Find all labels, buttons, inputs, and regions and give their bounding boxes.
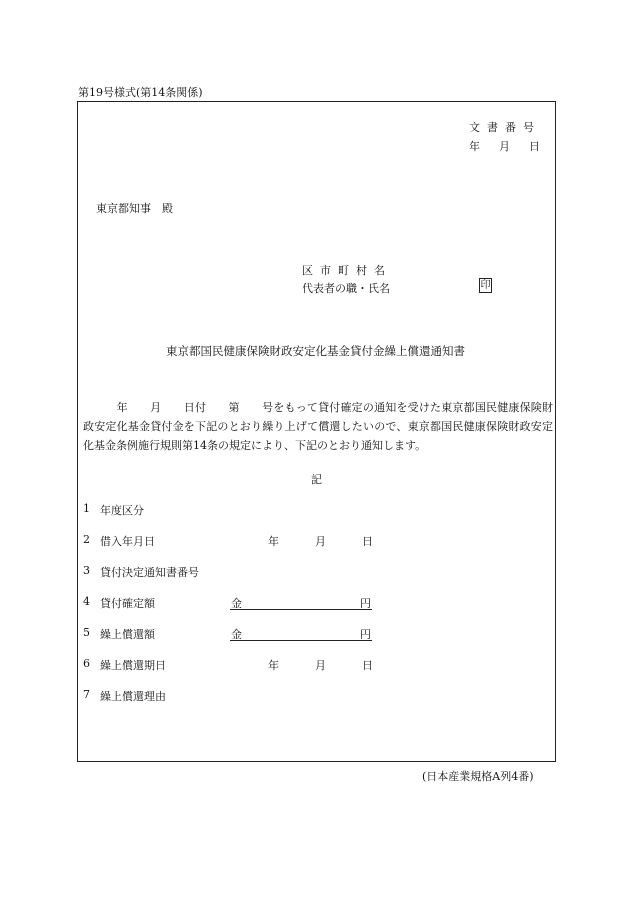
document-number-label: 文書番号 xyxy=(469,121,541,134)
borrow-date-day: 日 xyxy=(362,535,373,548)
repayment-amount-line xyxy=(230,626,372,641)
doc-date-day: 日 xyxy=(529,140,540,153)
borrow-date-year: 年 xyxy=(268,535,279,548)
confirmed-amount-suffix: 円 xyxy=(360,597,371,610)
item-number: 4 xyxy=(83,595,90,608)
repayment-amount-suffix: 円 xyxy=(360,628,371,641)
item-number: 2 xyxy=(83,533,90,546)
repayment-date-month: 月 xyxy=(315,659,326,672)
item-label-fiscal-year: 年度区分 xyxy=(100,504,144,517)
doc-date-year: 年 xyxy=(469,140,480,153)
item-label-borrow-date: 借入年月日 xyxy=(100,535,155,548)
repayment-date-day: 日 xyxy=(362,659,373,672)
item-number: 1 xyxy=(83,502,90,515)
municipality-label: 区市町村名 xyxy=(302,264,392,277)
item-label-repayment-reason: 繰上償還理由 xyxy=(100,690,166,703)
item-label-notice-number: 貸付決定通知書番号 xyxy=(100,566,199,579)
repayment-date-year: 年 xyxy=(268,659,279,672)
repayment-amount-prefix: 金 xyxy=(231,628,242,641)
paper-size-note: (日本産業規格A列4番) xyxy=(422,770,534,783)
item-number: 7 xyxy=(83,688,90,701)
representative-label: 代表者の職・氏名 xyxy=(302,282,390,295)
confirmed-amount-prefix: 金 xyxy=(231,597,242,610)
item-number: 3 xyxy=(83,564,90,577)
form-label: 第19号様式(第14条関係) xyxy=(78,86,203,99)
doc-date-month: 月 xyxy=(499,140,510,153)
item-number: 6 xyxy=(83,657,90,670)
addressee: 東京都知事 殿 xyxy=(96,202,173,215)
body-paragraph: 年 月 日付 第 号をもって貸付確定の通知を受けた東京都国民健康保険財政安定化基金貸付金を下記のとおり繰り上げて償還したいので、東京都国民健康保険財政安定化基金条例施行規則第14条の規定により、下記のとおり通知します。 xyxy=(83,401,553,452)
item-label-repayment-date: 繰上償還期日 xyxy=(100,659,166,672)
item-label-repayment-amount: 繰上償還額 xyxy=(100,628,155,641)
document-title: 東京都国民健康保険財政安定化基金貸付金繰上償還通知書 xyxy=(166,344,465,358)
ki-heading: 記 xyxy=(311,473,322,486)
borrow-date-month: 月 xyxy=(315,535,326,548)
confirmed-amount-line xyxy=(230,595,372,610)
item-number: 5 xyxy=(83,626,90,639)
seal-mark: 印 xyxy=(480,280,491,291)
item-label-confirmed-amount: 貸付確定額 xyxy=(100,597,155,610)
